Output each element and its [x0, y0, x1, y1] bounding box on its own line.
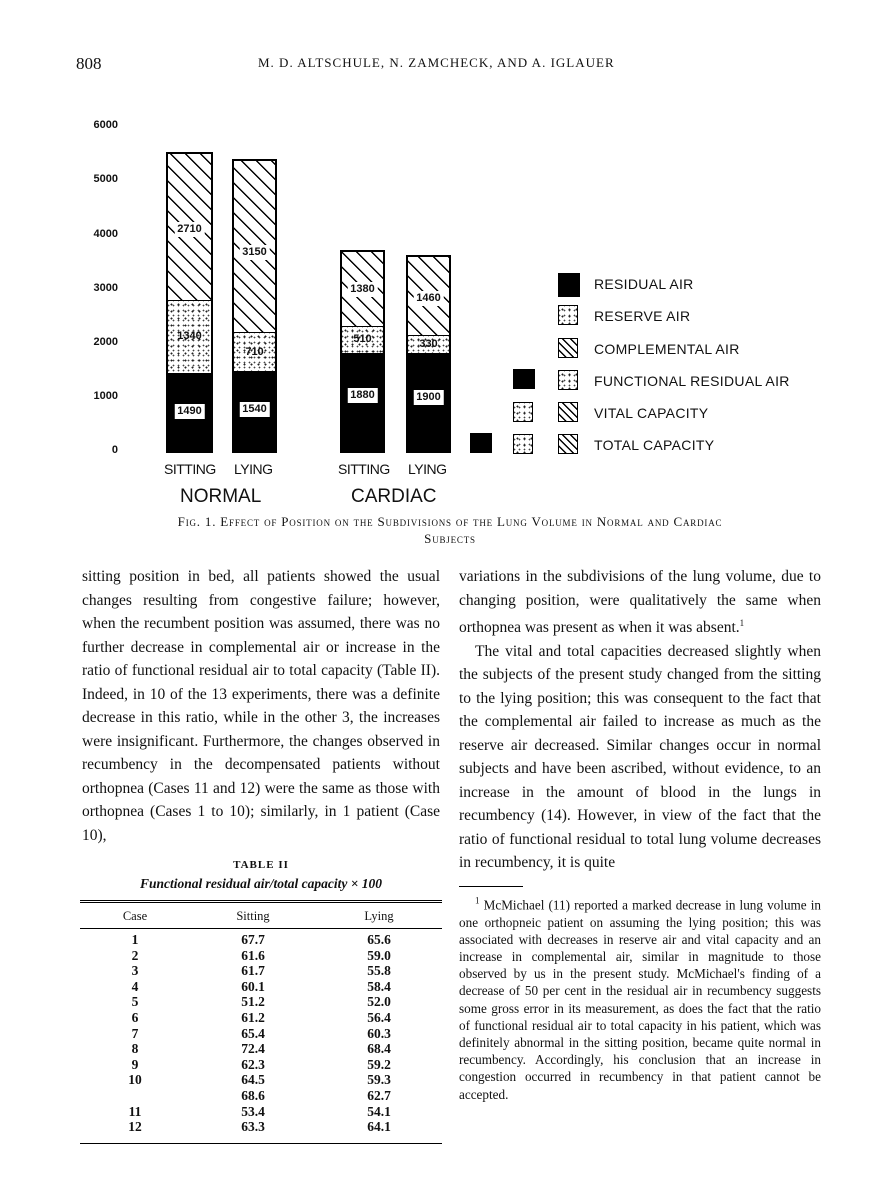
cell-case: 6 [131, 1009, 139, 1025]
right-column [459, 565, 821, 875]
x-label-normal-lying: LYING [234, 461, 273, 477]
body-paragraph: The vital and total capacities decreased slightly when the subjects of the present study changed from the sitting to the lying position; this was consequent to the fact that the complemental air failed to increase as much as the reserve air decreased. Similar changes occur in normal subjects and have been ascribed, without evidence, to an increase in the amount of blood in the lungs in recumbency (14). However, in view of the fact that the ratio of functional residual to total lung volume decreases in recumbency, it is quite [459, 642, 821, 872]
legend-reserve-air: RESERVE AIR [594, 308, 691, 324]
body-paragraph: sitting position in bed, all patients showed the usual changes resulting from congestive failure; however, when the recumbent position was assumed, there was no further decrease in complemental air or increase in the ratio of functional residual air to total capacity (Table II). Indeed, in 10 of the 13 experiments, there was a definite decrease in this ratio, while in the other 3, the increases were insignificant. Furthermore, the changes observed in recumbency in the decompensated patients without orthopnea (Cases 11 and 12) were the same as those with orthopnea (Cases 1 to 10); similarly, in 1 patient (Case 10), [82, 568, 440, 844]
legend-swatch-residual [470, 433, 492, 453]
y-tick: 4000 [93, 228, 118, 240]
table-header-row [80, 902, 442, 929]
table-row [80, 979, 442, 995]
y-tick: 0 [111, 444, 118, 456]
left-column [82, 565, 440, 847]
bar-normal-lying [232, 159, 277, 453]
cell-lying: 59.0 [367, 947, 391, 963]
column-header-lying: Lying [316, 902, 442, 929]
legend-swatch-reserve [558, 370, 578, 390]
table-title: TABLE II [233, 859, 289, 871]
table-row [80, 1010, 442, 1026]
table-row [80, 1057, 442, 1073]
table-row [80, 1119, 442, 1143]
legend-swatch-complemental [558, 434, 578, 454]
segment-complemental-air [234, 161, 275, 334]
body-paragraph [459, 565, 821, 640]
value-label: 1460 [413, 291, 443, 306]
cell-case [80, 1088, 190, 1104]
column-header-sitting: Sitting [190, 902, 316, 929]
value-label: 1540 [239, 402, 269, 417]
value-label: 3150 [239, 245, 269, 260]
cell-sitting: 65.4 [241, 1025, 265, 1041]
cell-case: 11 [128, 1103, 142, 1119]
cell-sitting: 53.4 [241, 1103, 265, 1119]
cell-sitting: 61.7 [241, 963, 265, 979]
x-label-normal-sitting: SITTING [164, 461, 216, 477]
table-row [80, 929, 442, 948]
legend-residual-air: RESIDUAL AIR [594, 276, 694, 292]
legend-total-capacity: TOTAL CAPACITY [594, 437, 715, 453]
cell-sitting: 60.1 [241, 978, 265, 994]
cell-lying: 54.1 [367, 1103, 391, 1119]
table-row [80, 948, 442, 964]
segment-residual-air [234, 372, 275, 451]
legend-swatch-complemental [558, 338, 578, 358]
legend-vital-capacity: VITAL CAPACITY [594, 405, 709, 421]
legend-swatch-complemental [558, 402, 578, 422]
segment-reserve-air [408, 336, 449, 355]
segment-residual-air [408, 354, 449, 451]
y-tick: 2000 [93, 336, 118, 348]
table-ii [80, 900, 442, 1144]
legend-functional-residual-air: FUNCTIONAL RESIDUAL AIR [594, 373, 790, 389]
cell-case: 7 [131, 1025, 139, 1041]
segment-reserve-air [168, 301, 211, 375]
cell-sitting: 64.5 [241, 1072, 265, 1088]
footnote-text: McMichael (11) reported a marked decrease in lung volume in one orthopneic patient on assuming the lying position; this was associated with decreases in reserve air and vital capacity and an increase in complemental air, similar in magnitude to those observed by us in the present study. McMichael's finding of a decrease of 50 per cent in the residual air in recumbency suggests some gross error in its measurement, as does the fact that the ratio of functional residual air to total capacity in his patient, which was definitely abnormal in the sitting position, became quite normal in recumbency. Accordingly, his conclusion that an increase in congestion occurred in recumbency in that patient cannot be accepted. [459, 897, 822, 1102]
cell-lying: 55.8 [367, 963, 391, 979]
cell-sitting: 62.3 [241, 1056, 265, 1072]
value-label: 2710 [174, 222, 204, 237]
cell-sitting: 72.4 [241, 1041, 265, 1057]
cell-sitting: 67.7 [241, 932, 265, 947]
value-label: 330 [419, 338, 438, 350]
legend-swatch-residual [513, 369, 535, 389]
cell-sitting: 51.2 [241, 994, 265, 1010]
value-label: 510 [353, 333, 372, 345]
cell-lying: 52.0 [367, 994, 391, 1010]
cell-sitting: 63.3 [190, 1119, 316, 1143]
x-label-cardiac-sitting: SITTING [338, 461, 390, 477]
table-row [80, 1026, 442, 1042]
table-row [80, 994, 442, 1010]
page-number: 808 [76, 54, 102, 73]
y-tick: 6000 [93, 119, 118, 131]
value-label: 1380 [347, 282, 377, 297]
cell-lying: 68.4 [367, 1041, 391, 1057]
cell-lying: 59.2 [367, 1056, 391, 1072]
table-row [80, 1104, 442, 1120]
value-label: 1900 [413, 390, 443, 405]
cell-sitting: 61.2 [241, 1009, 265, 1025]
segment-residual-air [168, 374, 211, 451]
cell-sitting: 61.6 [241, 947, 265, 963]
legend-swatch-reserve [513, 402, 533, 422]
table-subtitle: Functional residual air/total capacity × 100 [139, 876, 383, 891]
footnote-number: 1 [475, 896, 480, 906]
cell-lying: 64.1 [316, 1119, 442, 1143]
value-label: 710 [245, 346, 264, 358]
bar-cardiac-lying [406, 255, 451, 453]
cell-case: 10 [128, 1072, 142, 1088]
segment-reserve-air [342, 327, 383, 355]
cell-case: 3 [131, 963, 139, 979]
cell-lying: 60.3 [367, 1025, 391, 1041]
footnote-reference[interactable]: 1 [739, 618, 745, 628]
group-label-normal: NORMAL [180, 486, 262, 507]
segment-reserve-air [234, 333, 275, 373]
group-label-cardiac: CARDIAC [351, 486, 437, 507]
table-row [80, 1088, 442, 1104]
table-row [80, 1072, 442, 1088]
cell-lying: 65.6 [367, 932, 391, 947]
cell-case: 1 [131, 932, 139, 947]
legend-complemental-air: COMPLEMENTAL AIR [594, 341, 740, 357]
cell-sitting: 68.6 [241, 1087, 265, 1103]
figure-caption-continued: Subjects [424, 531, 476, 546]
legend-swatch-residual [558, 273, 580, 297]
cell-lying: 58.4 [367, 978, 391, 994]
segment-complemental-air [342, 252, 383, 328]
bar-cardiac-sitting [340, 250, 385, 453]
y-tick: 3000 [93, 282, 118, 294]
cell-case: 8 [131, 1041, 139, 1057]
figure-caption: Fig. 1. Effect of Position on the Subdivisions of the Lung Volume in Normal and Cardiac [177, 514, 723, 529]
cell-case: 12 [80, 1119, 190, 1143]
cell-lying: 59.3 [367, 1072, 391, 1088]
running-header-authors: M. D. ALTSCHULE, N. ZAMCHECK, AND A. IGLAUER [258, 55, 615, 70]
column-header-case: Case [80, 902, 190, 929]
value-label: 1880 [347, 388, 377, 403]
y-tick: 5000 [93, 173, 118, 185]
cell-lying: 62.7 [367, 1087, 391, 1103]
cell-case: 2 [131, 947, 139, 963]
cell-case: 9 [131, 1056, 139, 1072]
paragraph-text: variations in the subdivisions of the lung volume, due to changing position, were qualitatively the same when orthopnea was present as when it was absent. [459, 568, 821, 637]
legend-swatch-reserve [558, 305, 578, 325]
footnote-marker [459, 897, 484, 912]
segment-complemental-air [408, 257, 449, 337]
cell-case: 4 [131, 978, 139, 994]
footnote-rule [459, 886, 523, 887]
cell-lying: 56.4 [367, 1009, 391, 1025]
segment-residual-air [342, 354, 383, 451]
value-label: 1490 [174, 404, 204, 419]
bar-normal-sitting [166, 152, 213, 453]
y-tick: 1000 [93, 390, 118, 402]
value-label: 1340 [177, 330, 202, 342]
x-label-cardiac-lying: LYING [408, 461, 447, 477]
table-row [80, 963, 442, 979]
table-row [80, 1041, 442, 1057]
segment-complemental-air [168, 154, 211, 302]
footnote [459, 893, 821, 1103]
legend-swatch-reserve [513, 434, 533, 454]
cell-case: 5 [131, 994, 139, 1010]
